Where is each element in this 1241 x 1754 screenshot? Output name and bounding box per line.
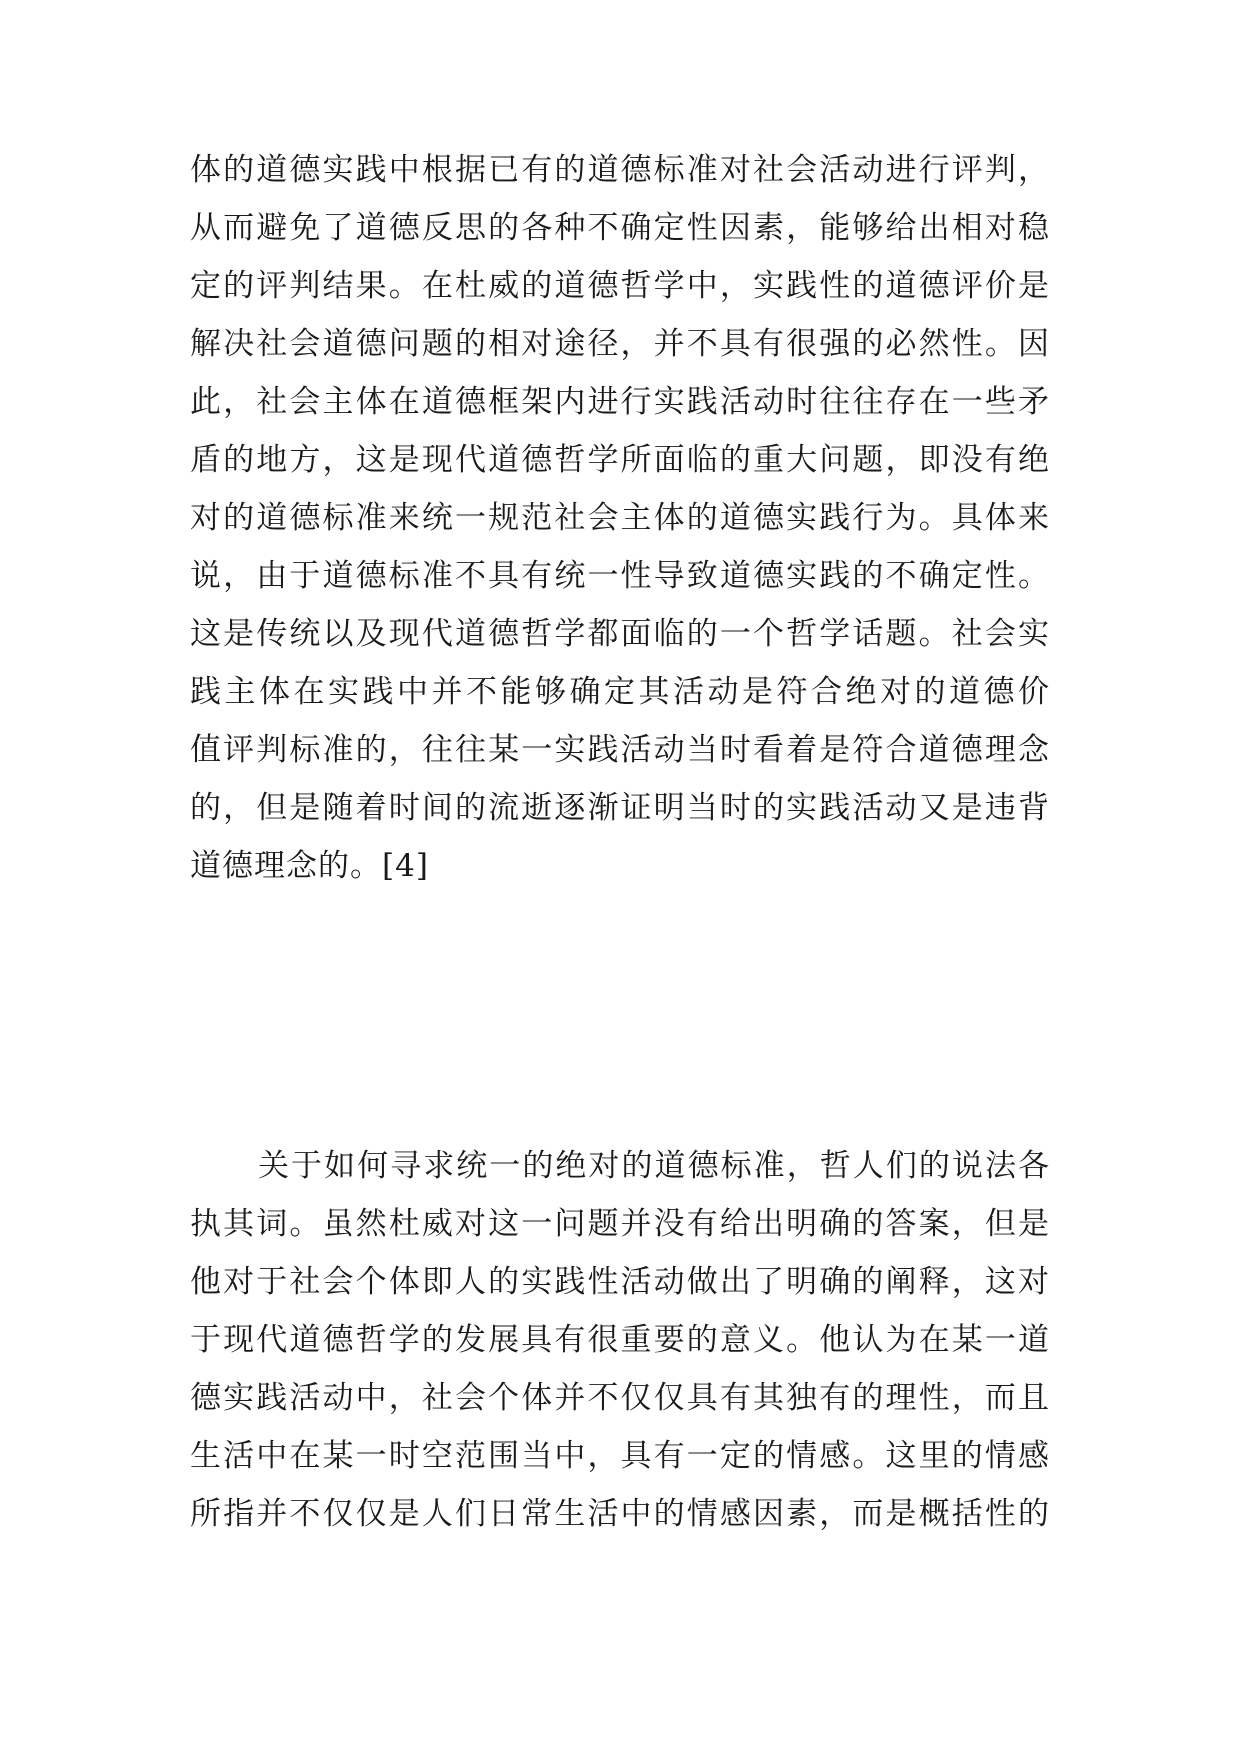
paragraph-1-line-9: 这是传统以及现代道德哲学都面临的一个哲学话题。社会实 <box>190 616 1050 652</box>
paragraph-2-line-1: 关于如何寻求统一的绝对的道德标准，哲人们的说法各 <box>258 1148 1050 1184</box>
paragraph-2-line-5: 德实践活动中，社会个体并不仅仅具有其独有的理性，而且 <box>190 1380 1050 1416</box>
paragraph-1-line-13: 道德理念的。[4] <box>190 848 429 884</box>
paragraph-2-line-3: 他对于社会个体即人的实践性活动做出了明确的阐释，这对 <box>190 1264 1050 1300</box>
paragraph-2-line-6: 生活中在某一时空范围当中，具有一定的情感。这里的情感 <box>190 1438 1050 1474</box>
paragraph-1-line-4: 解决社会道德问题的相对途径，并不具有很强的必然性。因 <box>190 326 1050 362</box>
paragraph-1-line-6: 盾的地方，这是现代道德哲学所面临的重大问题，即没有绝 <box>190 442 1050 478</box>
paragraph-1-line-7: 对的道德标准来统一规范社会主体的道德实践行为。具体来 <box>190 500 1050 536</box>
paragraph-2-line-2: 执其词。虽然杜威对这一问题并没有给出明确的答案，但是 <box>190 1206 1050 1242</box>
paragraph-1-line-12: 的，但是随着时间的流逝逐渐证明当时的实践活动又是违背 <box>190 790 1050 826</box>
paragraph-1-line-10: 践主体在实践中并不能够确定其活动是符合绝对的道德价 <box>190 674 1050 710</box>
paragraph-1-line-5: 此，社会主体在道德框架内进行实践活动时往往存在一些矛 <box>190 384 1050 420</box>
paragraph-2-line-7: 所指并不仅仅是人们日常生活中的情感因素，而是概括性的 <box>190 1496 1050 1532</box>
paragraph-1-line-1: 体的道德实践中根据已有的道德标准对社会活动进行评判， <box>190 152 1050 188</box>
paragraph-1-line-2: 从而避免了道德反思的各种不确定性因素，能够给出相对稳 <box>190 210 1050 246</box>
paragraph-1-line-3: 定的评判结果。在杜威的道德哲学中，实践性的道德评价是 <box>190 268 1050 304</box>
paragraph-1-line-11: 值评判标准的，往往某一实践活动当时看着是符合道德理念 <box>190 732 1050 768</box>
paragraph-1-line-8: 说，由于道德标准不具有统一性导致道德实践的不确定性。 <box>190 558 1050 594</box>
paragraph-2-line-4: 于现代道德哲学的发展具有很重要的意义。他认为在某一道 <box>190 1322 1050 1358</box>
